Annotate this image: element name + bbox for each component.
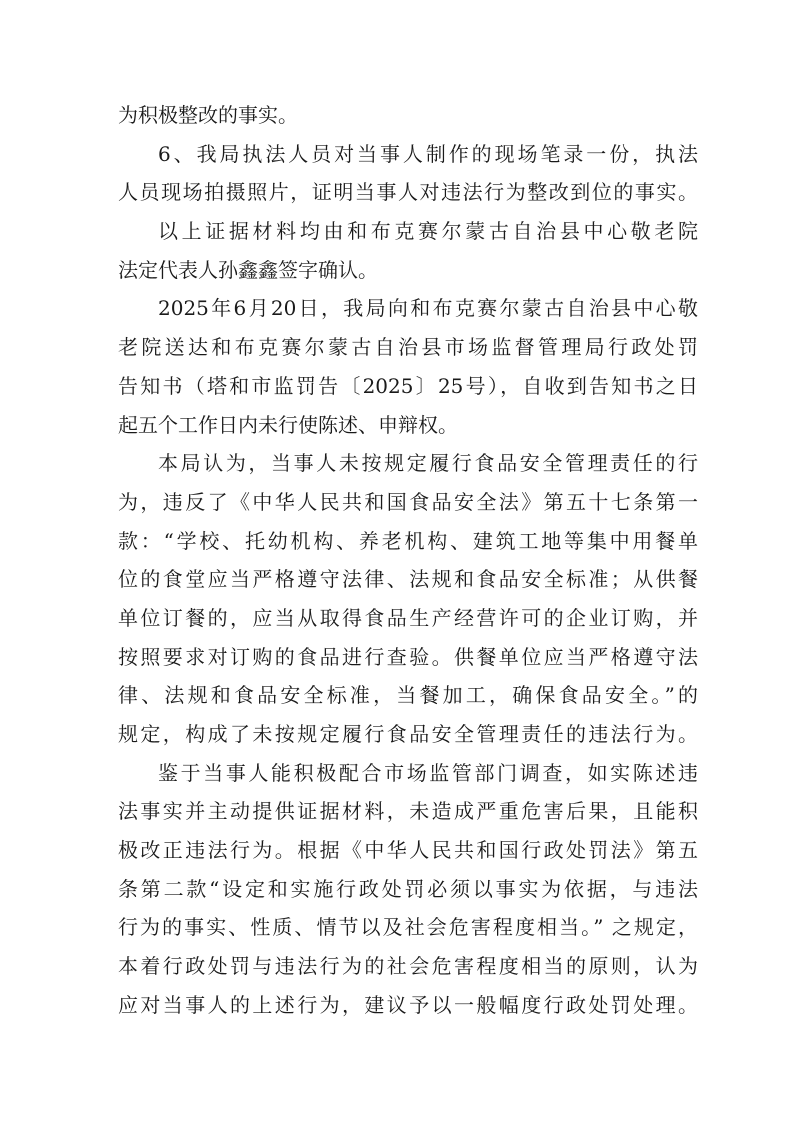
paragraph-line: 位的食堂应当严格遵守法律、法规和食品安全标准；从供餐	[118, 567, 698, 592]
paragraph-line: 为，违反了《中华人民共和国食品安全法》第五十七条第一	[118, 489, 698, 514]
document-body	[118, 96, 698, 1025]
paragraph-line: 法定代表人孙鑫鑫签字确认。	[118, 257, 378, 282]
paragraph-line: 规定，构成了未按规定履行食品安全管理责任的违法行为。	[118, 722, 698, 746]
paragraph-line: 本局认为，当事人未按规定履行食品安全管理责任的行	[158, 451, 698, 476]
paragraph-line: 2025年6月20日，我局向和布克赛尔蒙古自治县中心敬	[158, 296, 698, 321]
paragraph-line: 按照要求对订购的食品进行查验。供餐单位应当严格遵守法	[118, 644, 698, 669]
paragraph-line: 行为的事实、性质、情节以及社会危害程度相当。” 之规定，	[118, 915, 698, 940]
paragraph-line: 告知书（塔和市监罚告〔2025〕25号），自收到告知书之日	[118, 373, 698, 398]
paragraph-line: 款：“学校、托幼机构、养老机构、建筑工地等集中用餐单	[118, 528, 698, 553]
paragraph-line: 应对当事人的上述行为，建议予以一般幅度行政处罚处理。	[118, 992, 698, 1017]
paragraph-line: 6、我局执法人员对当事人制作的现场笔录一份，执法	[158, 141, 698, 166]
paragraph-line: 以上证据材料均由和布克赛尔蒙古自治县中心敬老院	[158, 219, 698, 244]
paragraph-line: 条第二款“设定和实施行政处罚必须以事实为依据，与违法	[118, 876, 698, 901]
paragraph-line: 老院送达和布克赛尔蒙古自治县市场监督管理局行政处罚	[118, 335, 698, 360]
paragraph-line: 法事实并主动提供证据材料，未造成严重危害后果，且能积	[118, 799, 698, 824]
paragraph-line: 鉴于当事人能积极配合市场监管部门调查，如实陈述违	[158, 760, 698, 785]
paragraph-line: 为积极整改的事实。	[118, 103, 298, 127]
paragraph-line: 本着行政处罚与违法行为的社会危害程度相当的原则，认为	[118, 954, 698, 979]
paragraph-line: 人员现场拍摄照片，证明当事人对违法行为整改到位的事实。	[118, 180, 698, 205]
paragraph-line: 单位订餐的，应当从取得食品生产经营许可的企业订购，并	[118, 605, 698, 630]
paragraph-line: 极改正违法行为。根据《中华人民共和国行政处罚法》第五	[118, 838, 698, 863]
paragraph-line: 律、法规和食品安全标准，当餐加工，确保食品安全。”的	[118, 683, 698, 708]
paragraph-line: 起五个工作日内未行使陈述、申辩权。	[118, 412, 458, 437]
